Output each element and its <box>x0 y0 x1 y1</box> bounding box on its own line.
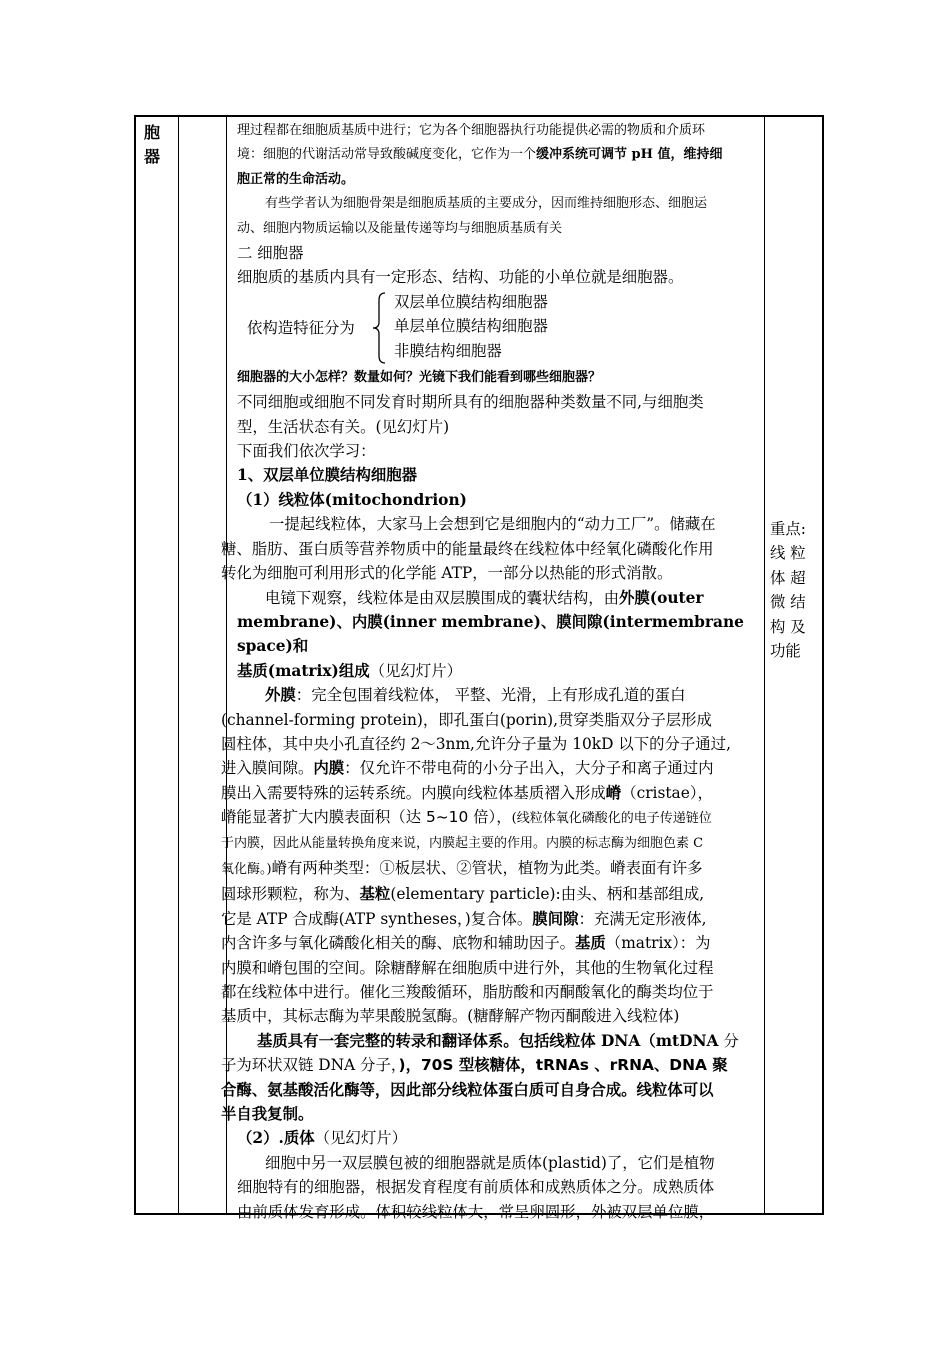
lesson-table <box>134 115 824 1221</box>
curly-brace-icon <box>371 292 389 364</box>
classification-brace: 依构造特征分为 双层单位膜结构细胞器 单层单位膜结构细胞器 非膜结构细胞器 <box>229 290 764 366</box>
column-divider <box>178 117 179 1213</box>
subsection-heading: （1）线粒体(mitochondrion) <box>237 490 467 509</box>
classification-item: 双层单位膜结构细胞器 <box>394 292 548 311</box>
question: 细胞器的大小怎样？数量如何？光镜下我们能看到哪些细胞器？ <box>237 369 602 385</box>
lesson-content: 理过程都在细胞质基质中进行；它为各个细胞器执行功能提供必需的物质和介质环 境：细胞的代谢活动常导致酸碱度变化，它作为一个缓冲系统可调节 pH 值，维持细 胞正常的生命活动。 有些学者认为细胞骨架是细胞质基质的主要成分，因而维持细胞形态、细胞运 动、细胞内物质运输以及能量传递等均与细胞质基质有关 二 细胞器 细胞质的基质内具有一定形态、结构、功能的小单位就是细胞器。 依构造特征分为 双层单位膜结构细胞器 单层单位膜结构细胞器 非膜结构细胞器 细胞器的大小怎样？数量如何？光镜下我们能看到哪些细胞器？ 不同细胞或细胞不同发育时期所具有的细胞器种类数量不同,与细胞类 型，生活状态有关。(见幻灯片) 下面我们依次学习： 1、双层单位膜结构细胞器 （1）线粒体(mitochondrion) 一提起线粒体，大家马上会想到它是细胞内的“动力工厂”。储藏在 糖、脂肪、蛋白质等营养物质中的能量最终在线粒体中经氧化磷酸化作用 转化为细胞可利用形式的化学能 ATP，一部分以热能的形式消散。 电镜下观察，线粒体是由双层膜围成的囊状结构，由外膜(outer membrane)、内膜(inner membrane)、膜间隙(intermembrane space)和 基质(matrix)组成（见幻灯片） 外膜：完全包围着线粒体， 平整、光滑，上有形成孔道的蛋白 (channel-forming protein)，即孔蛋白(porin),贯穿类脂双分子层形成 圆柱体，其中央小孔直径约 2～3nm,允许分子量为 10kD 以下的分子通过, 进入膜间隙。内膜：仅允许不带电荷的小分子出入，大分子和离子通过内 膜出入需要特殊的运转系统。内膜向线粒体基质褶入形成嵴（cristae）， 嵴能显著扩大内膜表面积（达 5~10 倍），(线粒体氧化磷酸化的电子传递链位 于内膜，因此从能量转换角度来说，内膜起主要的作用。内膜的标志酶为细胞色素 C 氧化酶。)嵴有两种类型：①板层状、②管状，植物为此类。嵴表面有许多 圆球形颗粒，称为、基粒(elementary particle):由头、柄和基部组成, 它是 ATP 合成酶(ATP syntheses，)复合体。膜间隙：充满无定形液体, 内含许多与氧化磷酸化相关的酶、底物和辅助因子。基质（matrix）：为 内膜和嵴包围的空间。除糖酵解在细胞质中进行外，其他的生物氧化过程 都在线粒体中进行。催化三羧酸循环，脂肪酸和丙酮酸氧化的酶类均位于 基质中，其标志酶为苹果酸脱氢酶。(糖酵解产物丙酮酸进入线粒体) 基质具有一套完整的转录和翻译体系。包括线粒体 DNA（mtDNA 分 子为环状双链 DNA 分子，)，70S 型核糖体，tRNAs 、rRNA、DNA 聚 合酶、氨基酸活化酶等，因此部分线粒体蛋白质可自身合成。线粒体可以 半自我复制。 （2）.质体（见幻灯片） 细胞中另一双层膜包被的细胞器就是质体(plastid)了，它们是植物 细胞特有的细胞器，根据发育程度有前质体和成熟质体之分。成熟质体 由前质体发育形成。体积较线粒体大，常呈卵圆形，外被双层单位膜， <box>229 119 764 1224</box>
column-divider <box>226 117 227 1213</box>
chapter-label: 胞 器 <box>144 123 161 166</box>
classification-item: 单层单位膜结构细胞器 <box>394 317 548 336</box>
section-heading: 二 细胞器 <box>237 244 304 263</box>
section-heading: 1、双层单位膜结构细胞器 <box>237 466 418 485</box>
key-point-note: 重点: 线 粒 体 超 微 结 构 及 功能 <box>770 520 806 661</box>
subsection-heading: （2）.质体（见幻灯片） <box>237 1129 407 1148</box>
classification-item: 非膜结构细胞器 <box>394 341 502 360</box>
column-divider <box>764 117 765 1213</box>
